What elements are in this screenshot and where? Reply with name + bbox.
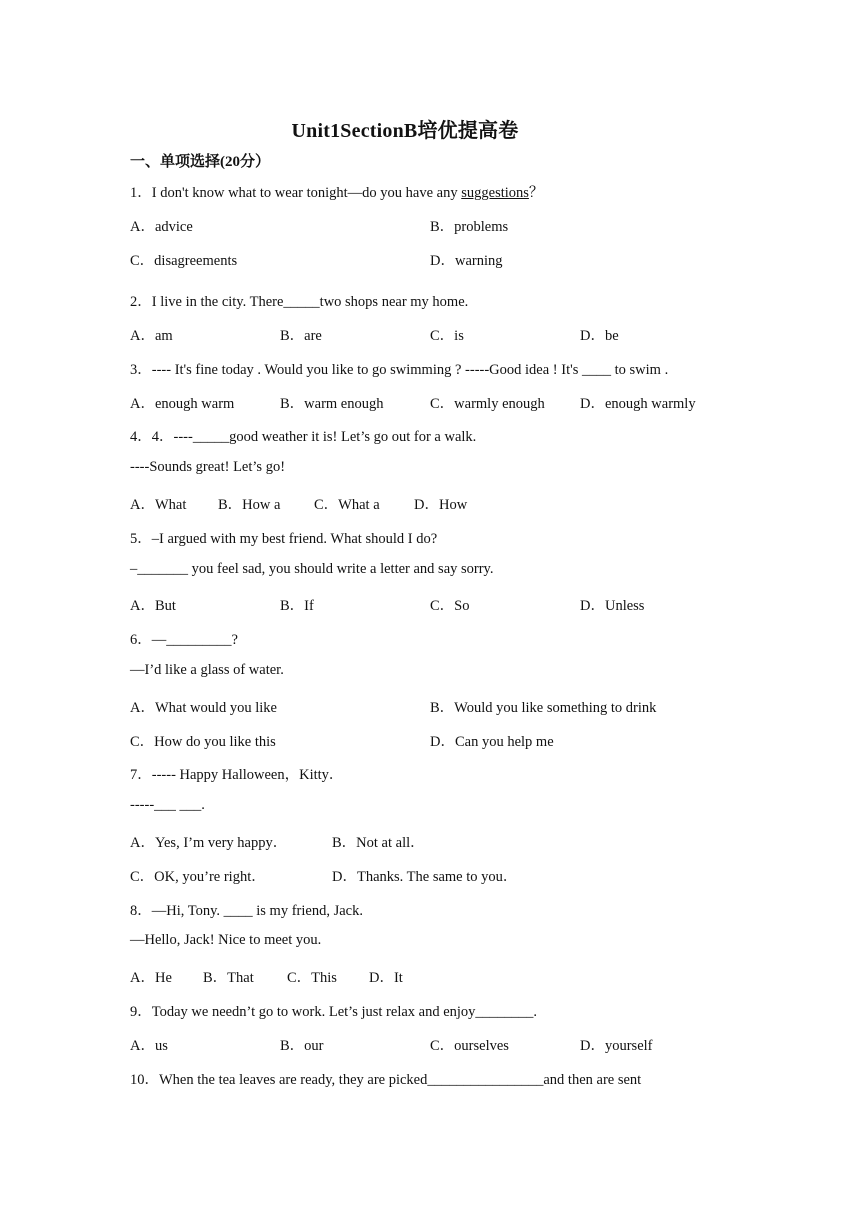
question-7: 7．----- Happy Halloween，Kitty． [130,767,344,783]
q9-option-d[interactable]: D．yourself [580,1038,653,1054]
q1-option-a[interactable]: A．advice [130,219,193,235]
question-6: 6．—_________? [130,632,238,648]
question-5: 5．–I argued with my best friend. What should I do? [130,531,438,547]
q4-option-d[interactable]: D．How [414,497,468,513]
question-1 [130,181,543,202]
q4-option-b[interactable]: B．How a [218,497,281,513]
q4-option-a[interactable]: A．What [130,497,187,513]
question-8: 8．—Hi, Tony. ____ is my friend, Jack. [130,903,363,919]
q7-option-d[interactable]: D．Thanks. The same to you． [332,869,518,885]
q7-option-a[interactable]: A．Yes, I’m very happy． [130,835,288,851]
q8-option-a[interactable]: A．He [130,970,172,986]
q6-option-c[interactable]: C．How do you like this [130,734,276,750]
question-10: 10．When the tea leaves are ready, they are picked________________and then are sent [130,1072,642,1088]
q9-option-a[interactable]: A．us [130,1038,168,1054]
question-1-text: 1．I don't know what to wear tonight—do you have any [130,185,462,201]
q1-option-c[interactable]: C．disagreements [130,253,238,269]
q8-option-c[interactable]: C．This [287,970,337,986]
question-6-dialogue: —I’d like a glass of water. [130,662,284,678]
question-1-underlined-word: suggestions [461,185,529,201]
q2-option-c[interactable]: C．is [430,328,464,344]
q7-option-b[interactable]: B．Not at all． [332,835,425,851]
q6-option-b[interactable]: B．Would you like something to drink [430,700,657,716]
q2-option-a[interactable]: A．am [130,328,173,344]
question-2: 2．I live in the city. There_____two shops near my home. [130,294,469,310]
question-1-end: ？ [528,185,544,201]
page-title: Unit1SectionB培优提高卷 [291,120,519,142]
q2-option-d[interactable]: D．be [580,328,619,344]
q1-option-b[interactable]: B．problems [430,219,509,235]
q5-option-d[interactable]: D．Unless [580,598,645,614]
q8-option-d[interactable]: D．It [369,970,403,986]
q4-option-c[interactable]: C．What a [314,497,380,513]
q3-option-a[interactable]: A．enough warm [130,396,235,412]
question-5-dialogue: –_______ you feel sad, you should write a letter and say sorry. [130,561,494,577]
question-8-dialogue: —Hello, Jack! Nice to meet you. [130,932,322,948]
q1-option-d[interactable]: D．warning [430,253,503,269]
section-heading: 一、单项选择(20分） [130,154,270,170]
question-4: 4．4．----_____good weather it is! Let’s go out for a walk. [130,429,477,445]
q2-option-b[interactable]: B．are [280,328,322,344]
q3-option-d[interactable]: D．enough warmly [580,396,696,412]
q7-option-c[interactable]: C．OK, you’re right． [130,869,266,885]
q9-option-b[interactable]: B．our [280,1038,324,1054]
q6-option-a[interactable]: A．What would you like [130,700,277,716]
question-7-dialogue: -----___ ___. [130,797,205,813]
q9-option-c[interactable]: C．ourselves [430,1038,509,1054]
q5-option-b[interactable]: B．If [280,598,314,614]
question-4-dialogue: ----Sounds great! Let’s go! [130,459,286,475]
q6-option-d[interactable]: D．Can you help me [430,734,554,750]
q3-option-b[interactable]: B．warm enough [280,396,384,412]
q3-option-c[interactable]: C．warmly enough [430,396,545,412]
q8-option-b[interactable]: B．That [203,970,254,986]
question-3: 3．---- It's fine today . Would you like to go swimming ? -----Good idea ! It's ____ to swim . [130,362,669,378]
question-9: 9．Today we needn’t go to work. Let’s just relax and enjoy________. [130,1004,538,1020]
q5-option-c[interactable]: C．So [430,598,470,614]
q5-option-a[interactable]: A．But [130,598,176,614]
